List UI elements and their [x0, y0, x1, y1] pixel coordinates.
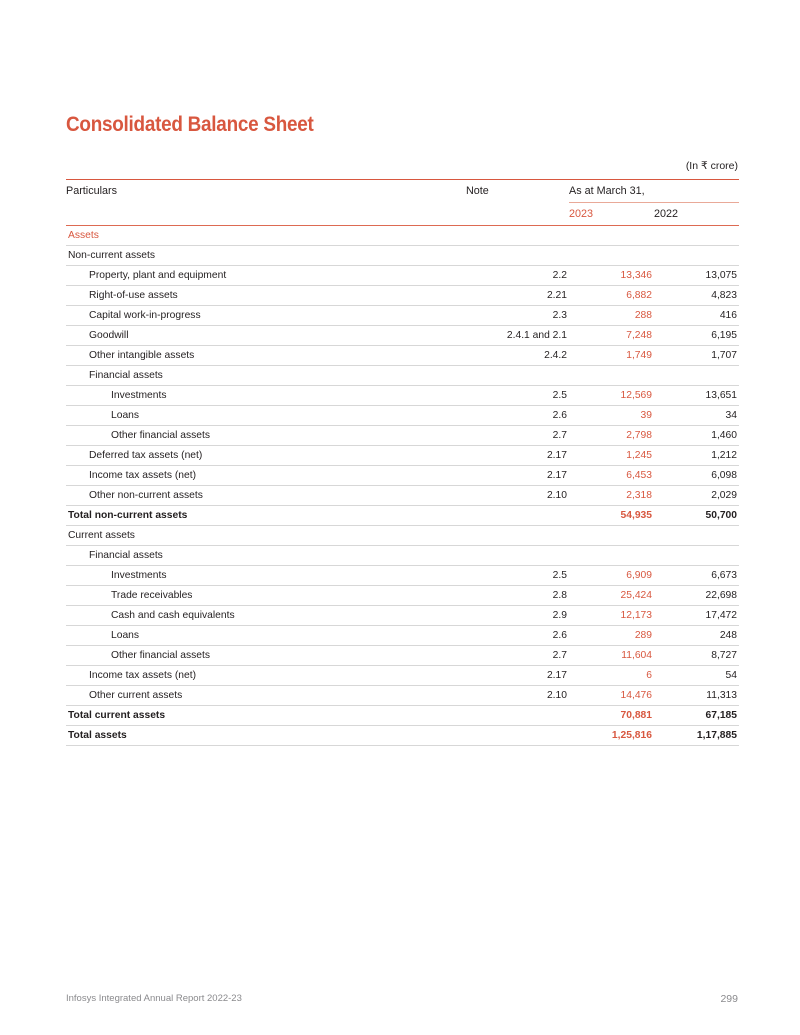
- row-value-2023: 6,882: [569, 285, 654, 305]
- row-value-2023: 2,318: [569, 485, 654, 505]
- header-row-years: [66, 202, 739, 225]
- table-row: [66, 305, 739, 325]
- row-value-2023: 39: [569, 405, 654, 425]
- row-label: Income tax assets (net): [66, 665, 466, 685]
- footer-page-number: 299: [720, 993, 738, 1005]
- column-header-year-2022: 2022: [654, 202, 739, 225]
- table-row: [66, 265, 739, 285]
- row-label: Deferred tax assets (net): [66, 445, 466, 465]
- table-row: [66, 605, 739, 625]
- row-value-2023: 289: [569, 625, 654, 645]
- row-value-2022: 6,098: [654, 465, 739, 485]
- row-value-2022: [654, 545, 739, 565]
- row-label: Goodwill: [66, 325, 466, 345]
- row-note-reference: [466, 525, 569, 545]
- row-note-reference: 2.2: [466, 265, 569, 285]
- table-closing-rule: [66, 745, 739, 752]
- row-value-2023: [569, 225, 654, 245]
- closing-rule-cell: [466, 745, 569, 752]
- row-value-2022: 34: [654, 405, 739, 425]
- table-row: [66, 685, 739, 705]
- row-value-2022: 50,700: [654, 505, 739, 525]
- closing-rule-cell: [569, 745, 654, 752]
- column-header-particulars: Particulars: [66, 180, 466, 203]
- table-row: [66, 585, 739, 605]
- row-note-reference: 2.9: [466, 605, 569, 625]
- row-label: Investments: [66, 385, 466, 405]
- row-value-2023: 12,173: [569, 605, 654, 625]
- table-row: [66, 665, 739, 685]
- row-note-reference: 2.10: [466, 485, 569, 505]
- row-note-reference: 2.5: [466, 565, 569, 585]
- row-label: Income tax assets (net): [66, 465, 466, 485]
- row-note-reference: 2.8: [466, 585, 569, 605]
- column-header-note: Note: [466, 180, 569, 203]
- table-row: [66, 365, 739, 385]
- row-label: Investments: [66, 565, 466, 585]
- row-label: Trade receivables: [66, 585, 466, 605]
- row-value-2023: 6,453: [569, 465, 654, 485]
- row-note-reference: [466, 505, 569, 525]
- table-row: [66, 425, 739, 445]
- row-label: Assets: [66, 225, 466, 245]
- table-row: [66, 525, 739, 545]
- row-value-2022: 54: [654, 665, 739, 685]
- row-value-2022: [654, 365, 739, 385]
- row-label: Loans: [66, 625, 466, 645]
- row-note-reference: 2.6: [466, 625, 569, 645]
- row-note-reference: 2.4.1 and 2.1: [466, 325, 569, 345]
- table-header: [66, 180, 739, 226]
- row-note-reference: [466, 705, 569, 725]
- row-value-2023: [569, 545, 654, 565]
- row-note-reference: 2.17: [466, 465, 569, 485]
- closing-rule-cell: [654, 745, 739, 752]
- table-row: [66, 485, 739, 505]
- row-label: Total non-current assets: [66, 505, 466, 525]
- row-label: Current assets: [66, 525, 466, 545]
- row-note-reference: 2.17: [466, 665, 569, 685]
- row-value-2023: 54,935: [569, 505, 654, 525]
- table-row: [66, 225, 739, 245]
- row-value-2022: 1,212: [654, 445, 739, 465]
- row-label: Other non-current assets: [66, 485, 466, 505]
- footer-report-name: Infosys Integrated Annual Report 2022-23: [66, 993, 242, 1004]
- row-label: Total current assets: [66, 705, 466, 725]
- row-value-2023: [569, 245, 654, 265]
- table-row: [66, 465, 739, 485]
- row-value-2023: 7,248: [569, 325, 654, 345]
- row-note-reference: [466, 725, 569, 745]
- row-value-2022: [654, 525, 739, 545]
- closing-rule-cell: [66, 745, 466, 752]
- table-row: [66, 445, 739, 465]
- table-row: [66, 405, 739, 425]
- row-value-2022: 2,029: [654, 485, 739, 505]
- table-row: [66, 245, 739, 265]
- row-value-2022: 1,17,885: [654, 725, 739, 745]
- row-value-2023: 1,25,816: [569, 725, 654, 745]
- row-value-2022: 6,195: [654, 325, 739, 345]
- row-value-2022: 67,185: [654, 705, 739, 725]
- units-caption: (In ₹ crore): [685, 160, 738, 172]
- row-label: Financial assets: [66, 365, 466, 385]
- row-label: Other financial assets: [66, 645, 466, 665]
- row-value-2022: 416: [654, 305, 739, 325]
- header-spacer-particulars: [66, 202, 466, 225]
- row-value-2023: 13,346: [569, 265, 654, 285]
- row-note-reference: 2.6: [466, 405, 569, 425]
- row-label: Capital work-in-progress: [66, 305, 466, 325]
- row-value-2023: [569, 365, 654, 385]
- row-note-reference: 2.3: [466, 305, 569, 325]
- row-note-reference: 2.17: [466, 445, 569, 465]
- table-row: [66, 505, 739, 525]
- row-value-2023: 11,604: [569, 645, 654, 665]
- row-label: Property, plant and equipment: [66, 265, 466, 285]
- row-note-reference: [466, 545, 569, 565]
- row-note-reference: 2.10: [466, 685, 569, 705]
- row-label: Other current assets: [66, 685, 466, 705]
- header-spacer-note: [466, 202, 569, 225]
- table-body: [66, 225, 739, 752]
- row-label: Non-current assets: [66, 245, 466, 265]
- row-note-reference: 2.7: [466, 425, 569, 445]
- table-row: [66, 565, 739, 585]
- row-note-reference: [466, 365, 569, 385]
- row-value-2022: 22,698: [654, 585, 739, 605]
- row-note-reference: [466, 245, 569, 265]
- row-value-2023: 2,798: [569, 425, 654, 445]
- row-value-2022: 4,823: [654, 285, 739, 305]
- row-value-2022: 6,673: [654, 565, 739, 585]
- row-note-reference: 2.5: [466, 385, 569, 405]
- row-value-2023: 1,749: [569, 345, 654, 365]
- row-note-reference: 2.7: [466, 645, 569, 665]
- table-row: [66, 285, 739, 305]
- table-row: [66, 645, 739, 665]
- row-value-2022: 11,313: [654, 685, 739, 705]
- row-label: Right-of-use assets: [66, 285, 466, 305]
- header-row-primary: [66, 180, 739, 203]
- row-value-2023: 25,424: [569, 585, 654, 605]
- table-row: [66, 625, 739, 645]
- row-value-2023: 1,245: [569, 445, 654, 465]
- table-row: [66, 345, 739, 365]
- row-value-2023: 6: [569, 665, 654, 685]
- row-label: Financial assets: [66, 545, 466, 565]
- row-value-2022: 13,075: [654, 265, 739, 285]
- row-note-reference: 2.21: [466, 285, 569, 305]
- row-value-2023: 12,569: [569, 385, 654, 405]
- table-row: [66, 545, 739, 565]
- balance-sheet-table: [66, 179, 739, 752]
- row-value-2022: [654, 225, 739, 245]
- table-row: [66, 705, 739, 725]
- row-label: Loans: [66, 405, 466, 425]
- row-value-2023: 14,476: [569, 685, 654, 705]
- row-value-2022: 1,460: [654, 425, 739, 445]
- row-value-2023: [569, 525, 654, 545]
- column-header-as-at: As at March 31,: [569, 180, 739, 203]
- row-value-2022: 17,472: [654, 605, 739, 625]
- row-value-2023: 70,881: [569, 705, 654, 725]
- page-title: Consolidated Balance Sheet: [66, 112, 314, 136]
- row-label: Other financial assets: [66, 425, 466, 445]
- row-label: Total assets: [66, 725, 466, 745]
- row-value-2022: 8,727: [654, 645, 739, 665]
- row-value-2022: [654, 245, 739, 265]
- row-value-2022: 248: [654, 625, 739, 645]
- row-note-reference: 2.4.2: [466, 345, 569, 365]
- table-row: [66, 385, 739, 405]
- row-label: Cash and cash equivalents: [66, 605, 466, 625]
- row-value-2022: 13,651: [654, 385, 739, 405]
- table-row: [66, 725, 739, 745]
- table-row: [66, 325, 739, 345]
- row-note-reference: [466, 225, 569, 245]
- column-header-year-2023: 2023: [569, 202, 654, 225]
- row-value-2023: 288: [569, 305, 654, 325]
- row-label: Other intangible assets: [66, 345, 466, 365]
- row-value-2023: 6,909: [569, 565, 654, 585]
- row-value-2022: 1,707: [654, 345, 739, 365]
